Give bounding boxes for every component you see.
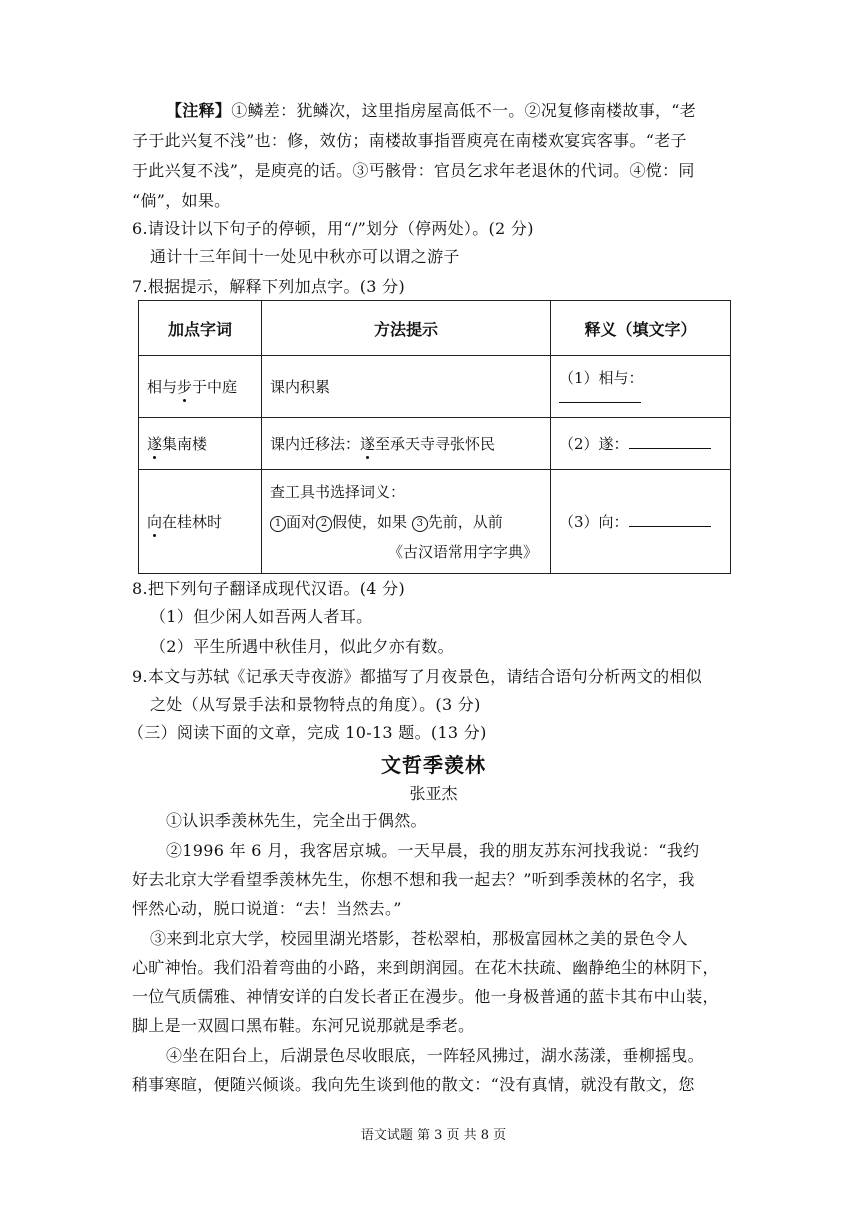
article-paragraph-2-line: 怦然心动，脱口说道：“去！当然去。” — [132, 899, 402, 918]
article-title: 文哲季羡林 — [381, 753, 486, 777]
question-7-table — [138, 300, 731, 574]
table-row — [139, 356, 731, 418]
answer-blank[interactable] — [629, 434, 711, 449]
notes-line-3: 于此兴复不浅”，是庾亮的话。③丐骸骨：官员乞求年老退休的代词。④傥：同 — [132, 161, 695, 180]
section-3-heading: （三）阅读下面的文章，完成 10-13 题。(13 分) — [128, 723, 487, 742]
table-header-row — [139, 301, 731, 356]
article-paragraph-4-line: 稍事寒暄，便随兴倾谈。我向先生谈到他的散文：“没有真情，就没有散文，您 — [132, 1075, 695, 1094]
question-6-stem: 6.请设计以下句子的停顿，用“/”划分（停两处）。(2 分) — [132, 219, 534, 238]
article-paragraph-2-line: ②1996 年 6 月，我客居京城。一天早晨，我的朋友苏东河找我说：“我约 — [166, 841, 700, 860]
question-9-line-2: 之处（从写景手法和景物特点的角度）。(3 分) — [150, 695, 481, 714]
dictionary-source: 《古汉语常用字字典》 — [387, 542, 538, 561]
word-cell: 遂集南楼 — [139, 418, 262, 470]
question-6-sentence: 通计十三年间十一处见中秋亦可以谓之游子 — [150, 247, 460, 266]
word-cell: 相与步于中庭 — [139, 356, 262, 418]
article-paragraph-3-line: ③来到北京大学，校园里湖光塔影，苍松翠柏，那极富园林之美的景色令人 — [150, 929, 688, 948]
page-footer: 语文试题 第 3 页 共 8 页 — [360, 1128, 507, 1143]
question-9-line-1: 9.本文与苏轼《记承天寺夜游》都描写了月夜景色，请结合语句分析两文的相似 — [132, 667, 703, 686]
article-paragraph-4-line: ④坐在阳台上，后湖景色尽收眼底，一阵轻风拂过，湖水荡漾，垂柳摇曳。 — [166, 1046, 704, 1065]
word-cell: 向在桂林时 — [139, 470, 262, 574]
dotted-char: 遂 — [147, 435, 163, 453]
answer-blank[interactable] — [559, 388, 641, 403]
table-header-cell: 方法提示 — [262, 301, 551, 356]
answer-blank[interactable] — [629, 512, 711, 527]
article-paragraph-3-line: 一位气质儒雅、神情安详的白发长者正在漫步。他一身极普通的蓝卡其布中山装， — [132, 987, 719, 1006]
table-header-cell: 加点字词 — [139, 301, 262, 356]
table-row — [139, 470, 731, 574]
method-cell: 课内积累 — [262, 356, 551, 418]
notes-label: 【注释】 — [166, 101, 232, 120]
dotted-char: 遂 — [360, 435, 376, 453]
question-8-stem: 8.把下列句子翻译成现代汉语。(4 分) — [132, 579, 406, 598]
answer-cell: （2）遂： — [551, 418, 731, 470]
table-header-cell: 释义（填文字） — [551, 301, 731, 356]
method-cell: 课内迁移法：遂至承天寺寻张怀民 — [262, 418, 551, 470]
notes-line-4: “倘”，如果。 — [132, 191, 231, 210]
article-paragraph-3-line: 心旷神怡。我们沿着弯曲的小路，来到朗润园。在花木扶疏、幽静绝尘的林阴下， — [132, 958, 719, 977]
question-8-item-1: （1）但少闲人如吾两人者耳。 — [150, 607, 373, 626]
notes-line-2: 子于此兴复不浅”也：修，效仿；南楼故事指晋庾亮在南楼欢宴宾客事。“老子 — [132, 131, 687, 150]
dotted-char: 步 — [177, 378, 193, 396]
article-paragraph-2-line: 好去北京大学看望季羡林先生，你想不想和我一起去？”听到季羡林的名字，我 — [132, 870, 695, 889]
article-author: 张亚杰 — [409, 784, 458, 803]
notes-line-1: 【注释】①鳞差：犹鳞次，这里指房屋高低不一。②况复修南楼故事，“老 — [166, 101, 697, 120]
question-8-item-2: （2）平生所遇中秋佳月，似此夕亦有数。 — [150, 637, 454, 656]
method-cell: 查工具书选择词义： 1 面对 2 假使，如果 3 先前，从前 《古汉语常用字字典》 — [262, 470, 551, 574]
article-paragraph-3-line: 脚上是一双圆口黑布鞋。东河兄说那就是季老。 — [132, 1016, 475, 1035]
answer-cell: （3）向： — [551, 470, 731, 574]
answer-cell: （1）相与： — [551, 356, 731, 418]
dotted-char: 向 — [147, 513, 163, 531]
article-paragraph-1: ①认识季羡林先生，完全出于偶然。 — [166, 811, 427, 830]
question-7-stem: 7.根据提示，解释下列加点字。(3 分) — [132, 277, 406, 296]
options-line: 1 面对 2 假使，如果 3 先前，从前 — [270, 507, 542, 537]
table-row — [139, 418, 731, 470]
